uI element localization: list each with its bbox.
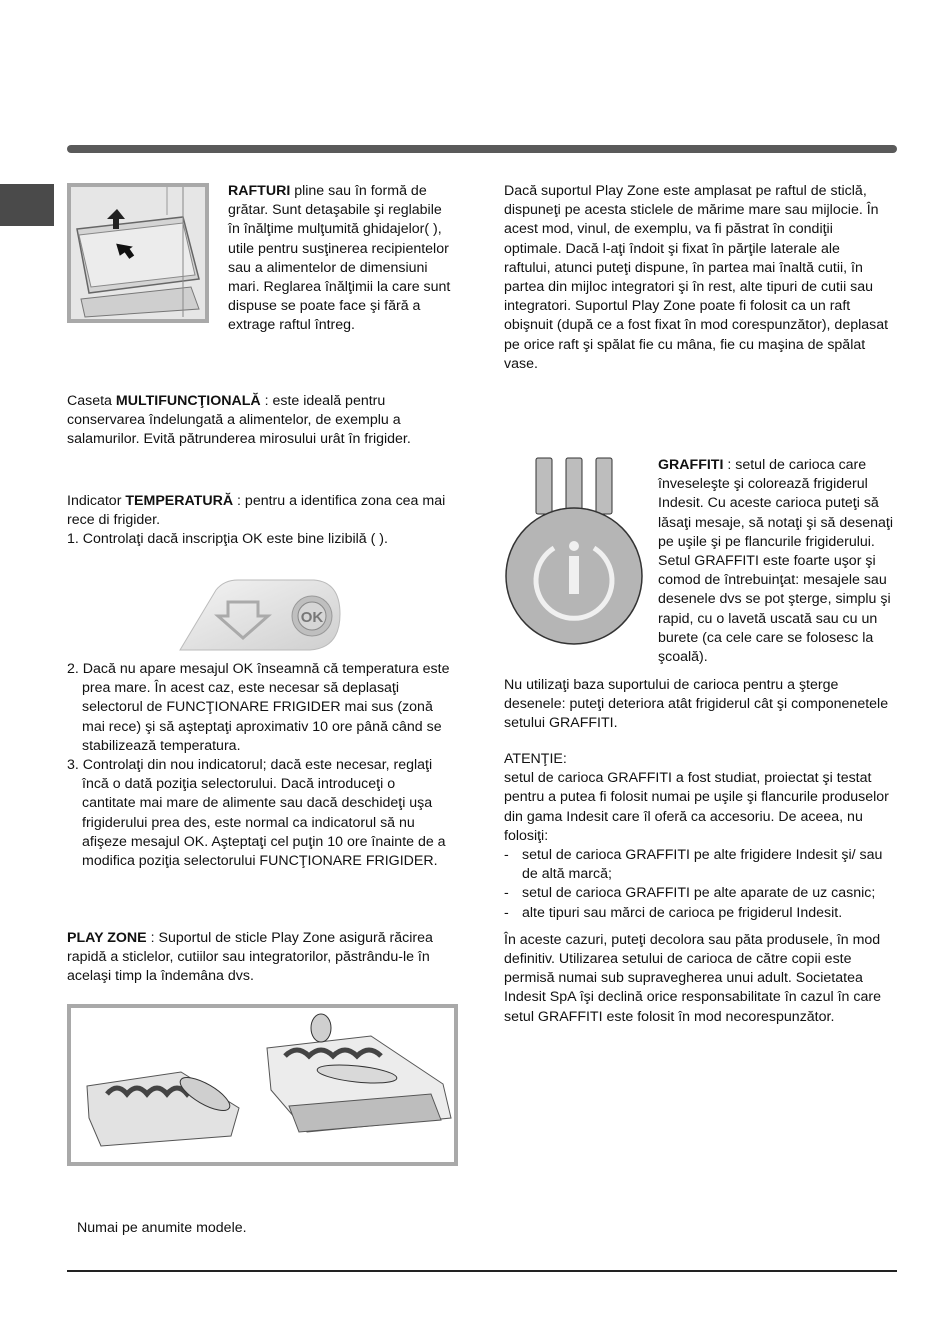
shelves-text: pline sau în formă de grătar. Sunt detaşabile şi reglabile în înălţime mulţumită ghidajelor( ), utile pentru susţinerea recipientelor sau a alimentelor de dimensiuni mari. Reglarea înălţimii la care sunt dispuse se poate face şi fără a extrage raftul întreg. [228,183,451,334]
temperature-section [67,492,452,550]
multibox-section [67,392,452,450]
playzone-details-text: Dacă suportul Play Zone este amplasat pe raftul de sticlă, dispuneţi pe acesta sticlele de mărime mare sau mijlocie. În acest mod, vinul, de exemplu, va fi păstrat în condiţii optimale. Dacă l-aţi îndoit şi fixat în părţile laterale ale raftului, atunci puteţi dispune, în partea mai înaltă cutii, în partea din mijloc integratori şi în rest, alte tipuri de cutii sau integratori. Suportul Play Zone poate fi folosit ca un raft obişnuit (după ce a fost fixat în mod corespunzător), deplasat pe orice raft şi spălat fie cu mâna, fie cu maşina de spălat vase. [504,183,889,372]
warning-title: ATENŢIE: [504,751,567,767]
graffiti-section-bottom [504,676,889,734]
graffiti-text-bottom: Nu utilizaţi baza suportului de carioca pentru a şterge desenele: puteţi deteriora atât frigiderul cât şi componenetele setului GRAFFITI. [504,677,889,732]
multibox-prefix: Caseta [67,393,112,409]
playzone-title: PLAY ZONE [67,930,147,946]
graffiti-title: GRAFFITI [658,457,724,473]
list-item: - setul de carioca GRAFFITI pe alte frigidere Indesit şi/ sau de altă marcă; [504,847,883,883]
warning-list [504,846,889,923]
list-item: - setul de carioca GRAFFITI pe alte aparate de uz casnic; [504,885,876,902]
warning-section [504,750,889,1027]
multibox-text: : este ideală pentru conservarea îndelungată a alimentelor, de exemplu a salamurilor. Evită pătrunderea mirosului urât în frigider. [67,393,411,448]
graffiti-section [658,456,894,667]
footer-rule [67,1270,897,1272]
multibox-title: MULTIFUNCŢIONALĂ [115,393,261,409]
playzone-text: : Suportul de sticle Play Zone asigură răcirea rapidă a sticlelor, cutiilor sau integratorilor, păstrându-le în acelaşi timp la îndemâna dvs. [67,930,433,985]
playzone-details [504,182,889,374]
ok-label: OK [300,609,324,626]
temperature-step-3: 3. Controlaţi din nou indicatorul; dacă este necesar, reglaţi încă o dată poziţia selectorului. Dacă introduceţi o cantitate mai mare de alimente sau dacă deschideţi uşa frigiderului prea des, este normal ca indicatorul să nu afişeze mesajul OK. Aşteptaţi cel puţin 10 ore înainte de a modifica poziţia selectorului FUNCŢIONARE FRIGIDER. [67,757,446,870]
header-rule [67,145,897,153]
temperature-prefix: Indicator [67,493,122,509]
play-zone-figure [67,1004,458,1166]
warning-text: setul de carioca GRAFFITI a fost studiat, proiectat şi testat pentru a putea fi folosit numai pe uşile şi flancurile produselor din gama Indesit care îl oferă ca accesoriu. De aceea, nu folosiţi: [504,770,889,844]
shelf-figure [67,183,209,323]
temperature-text: : pentru a identifica zona cea mai rece di frigider. [67,493,446,529]
footnote: Numai pe anumite modele. [77,1220,247,1236]
shelves-section [228,182,456,336]
temperature-step-1: 1. Controlaţi dacă inscripţia OK este bine lizibilă ( ). [67,531,388,548]
temperature-step-2: 2. Dacă nu apare mesajul OK înseamnă că temperatura este prea mare. În acest caz, este necesar să deplasaţi selectorul de FUNCŢIONARE FRIGIDER mai sus (zonă mai rece) şi să aşteptaţi aproximativ 10 ore până când se stabilizează temperatura. [67,661,450,754]
shelves-title: RAFTURI [228,183,291,199]
side-tab [0,184,54,226]
graffiti-info-figure [502,456,646,646]
temperature-steps [67,660,452,871]
temperature-indicator-figure [176,578,342,652]
warning-closing: În aceste cazuri, puteţi decolora sau păta produsele, în mod definitiv. Utilizarea setului de carioca de către copii este permisă numai sub supravegherea unui adult. Societatea Indesit SpA îşi declină orice responsabilitate în cazul în care setul GRAFFITI este folosit în mod necorespunzător. [504,931,881,1025]
temperature-title: TEMPERATURĂ [125,493,234,509]
list-item: - alte tipuri sau mărci de carioca pe frigiderul Indesit. [504,904,843,921]
playzone-section [67,929,452,987]
graffiti-text-top: : setul de carioca care înveseleşte şi colorează frigiderul Indesit. Cu aceste carioca puteţi să lăsaţi mesaje, să notaţi şi să desenaţi pe uşile şi pe flancurile frigiderului. Setul GRAFFITI este foarte uşor şi comod de întrebuinţat: mesajele sau desenele dvs se pot şterge, simplu şi rapid, cu o lavetă uscată sau cu un burete (ca cele care se folosesc la şcoală). [658,457,894,666]
